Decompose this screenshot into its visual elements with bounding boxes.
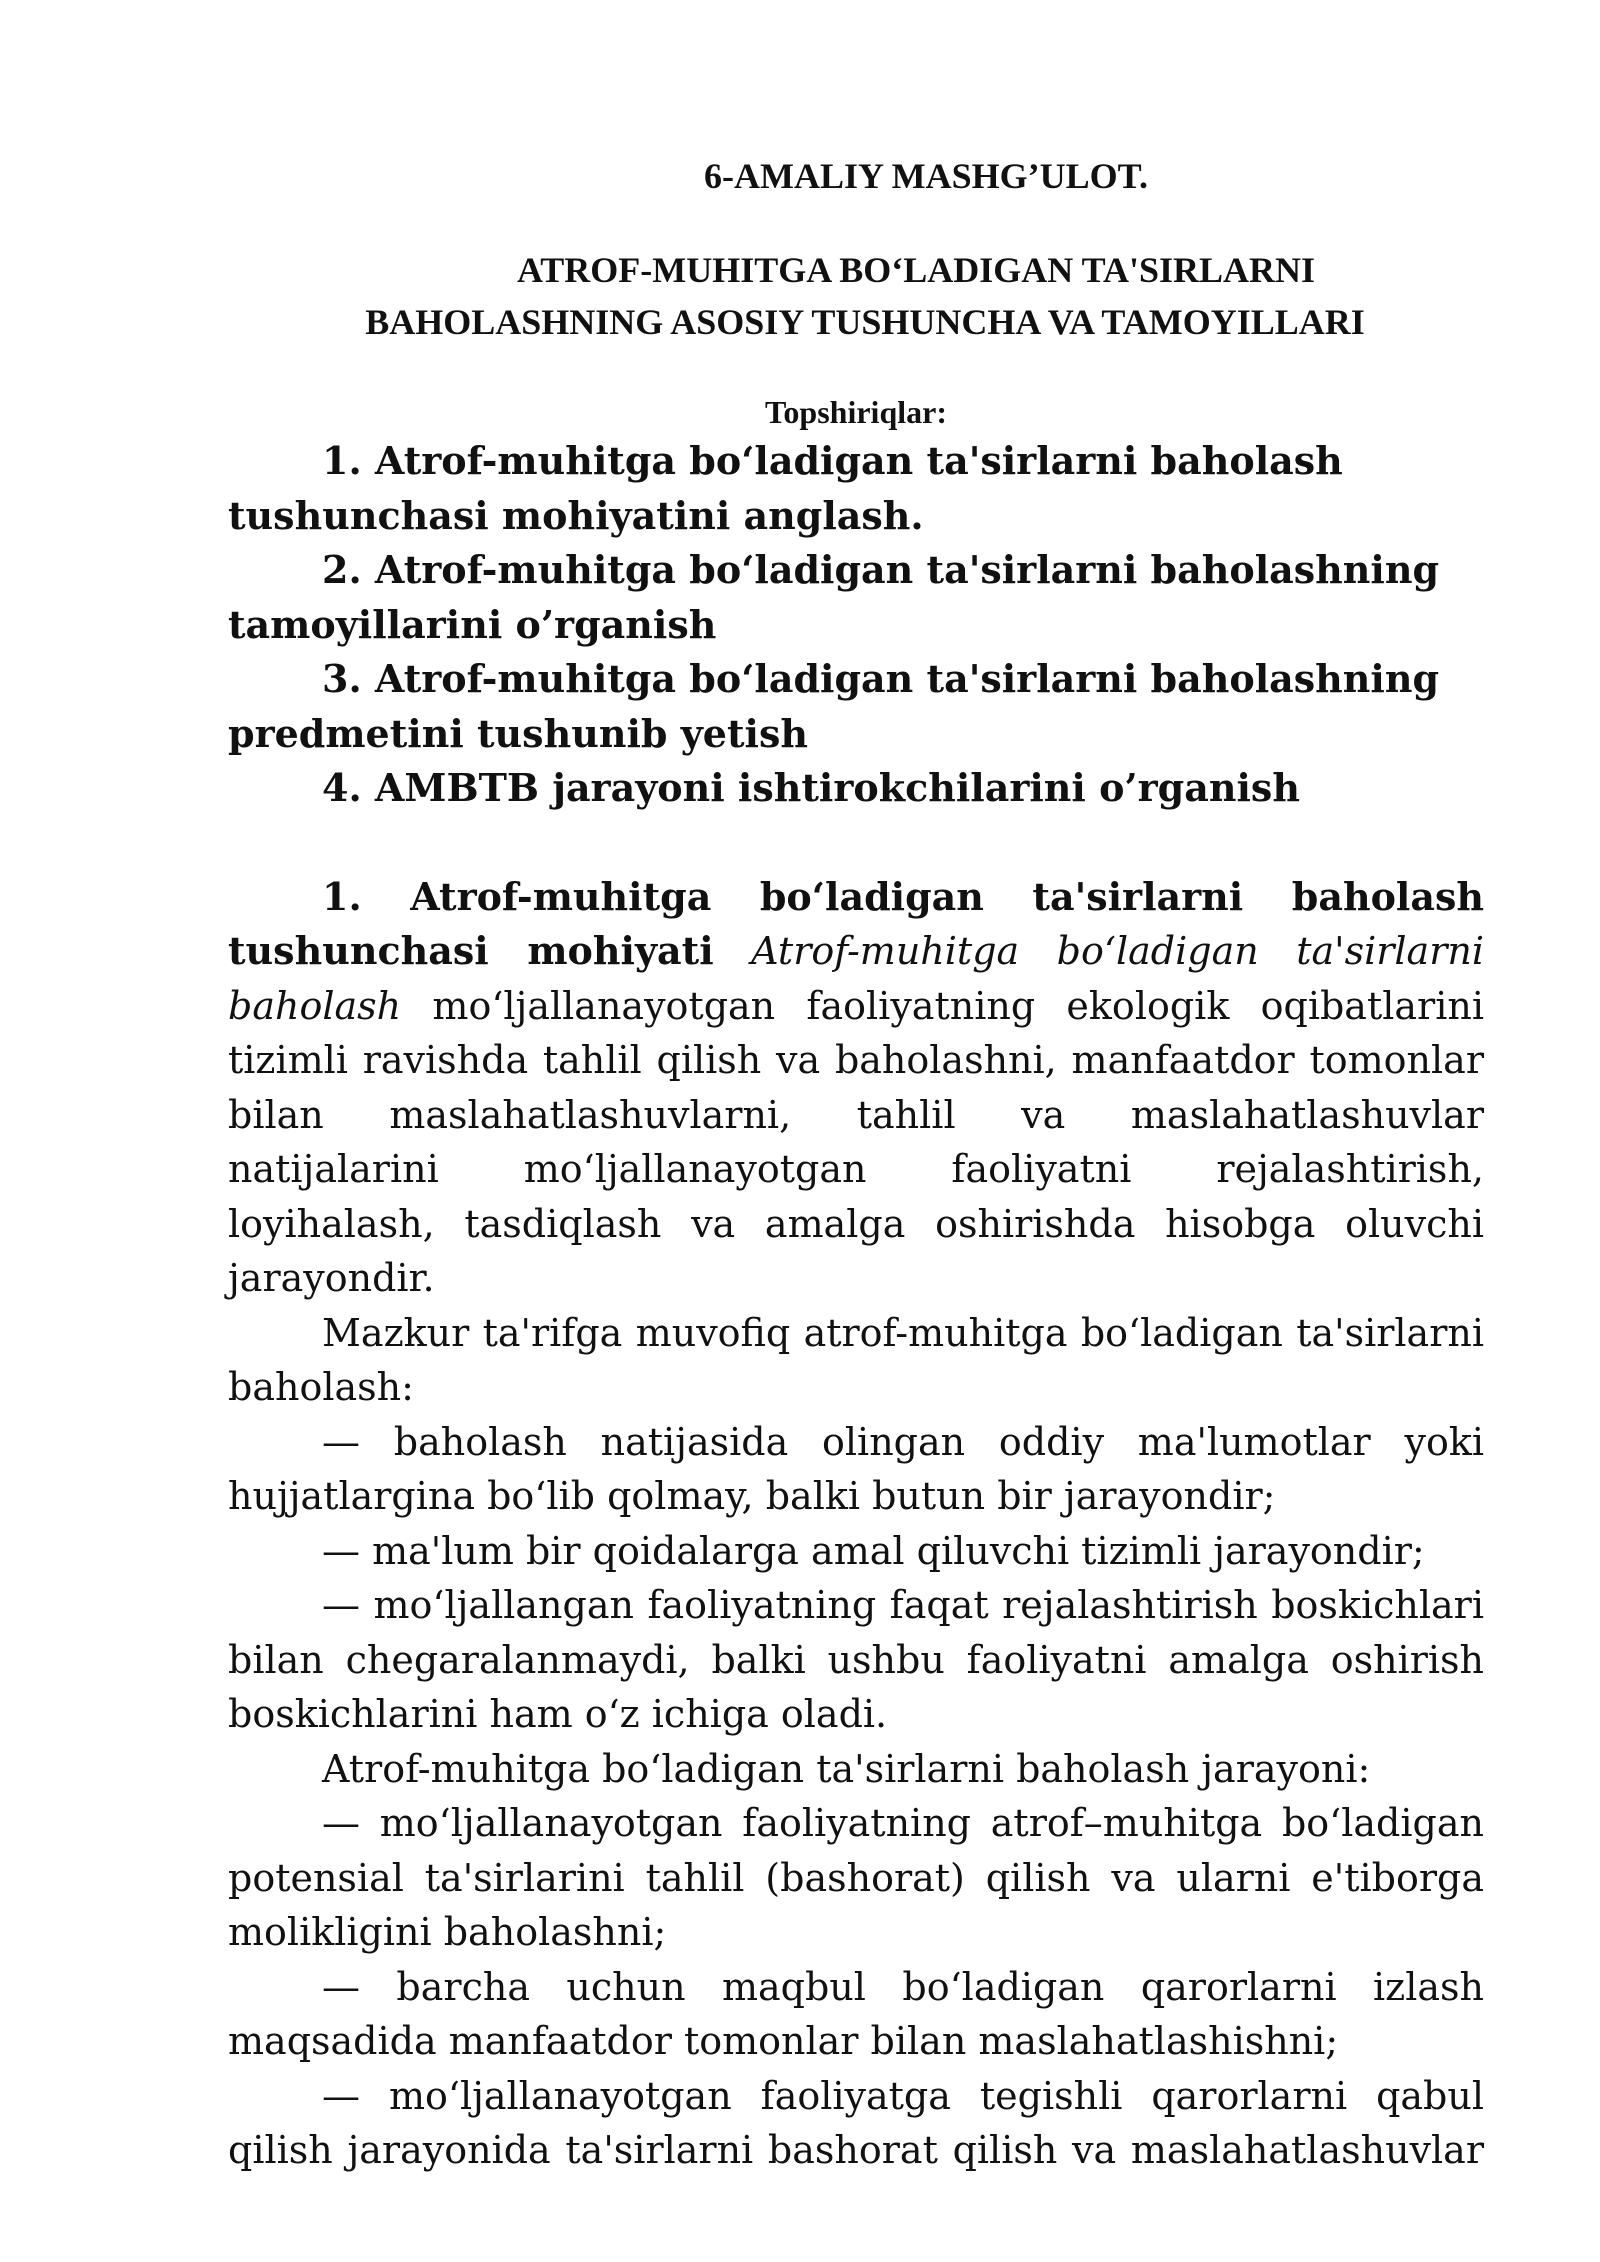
tasks-heading: Topshiriqlar:	[765, 394, 947, 430]
bullet-item: — ma'lum bir qoidalarga amal qiluvchi tizimli jarayondir;	[322, 1528, 1425, 1573]
bullet-item: — moʻljallangan faoliyatning faqat rejalashtirish boskichlari bilan chegaralanmaydi, balki ushbu faoliyatni amalga oshirish boskichlarini ham oʻz ichiga oladi.	[228, 1583, 1484, 1736]
document-page	[228, 150, 1484, 2178]
section1-paragraph-2: Mazkur ta'rifga muvofiq atrof-muhitga boʻladigan ta'sirlarni baholash:	[228, 1310, 1484, 1409]
section1-paragraph-3: Atrof-muhitga boʻladigan ta'sirlarni baholash jarayoni:	[322, 1746, 1371, 1791]
bullet-item: — baholash natijasida olingan oddiy ma'lumotlar yoki hujjatlargina boʻlib qolmay, balki butun bir jarayondir;	[228, 1419, 1484, 1518]
title-line-1: ATROF-MUHITGA BOʻLADIGAN TA'SIRLARNI	[516, 250, 1316, 290]
section-spacer	[228, 816, 1484, 870]
bullet-item: — barcha uchun maqbul boʻladigan qarorlarni izlash maqsadida manfaatdor tomonlar bilan maslahatlashishni;	[228, 1964, 1484, 2063]
task-item: 4. AMBTB jarayoni ishtirokchilarini o’rganish	[322, 765, 1300, 810]
section1-italic-term: Atrof-muhitga boʻladigan ta'sirlarni baholash	[228, 929, 1484, 1028]
task-item: 3. Atrof-muhitga boʻladigan ta'sirlarni baholashning predmetini tushunib yetish	[228, 656, 1440, 756]
bullet-item: — moʻljallanayotgan faoliyatga tegishli qarorlarni qabul qilish jarayonida ta'sirlarni bashorat qilish va maslahatlashuvlar	[228, 2073, 1484, 2172]
document-title	[228, 244, 1484, 348]
task-item: 2. Atrof-muhitga boʻladigan ta'sirlarni baholashning tamoyillarini o’rganish	[228, 547, 1440, 647]
task-item: 1. Atrof-muhitga boʻladigan ta'sirlarni baholash tushunchasi mohiyatini anglash.	[228, 438, 1343, 538]
task-list	[228, 434, 1484, 816]
section1-definition-text: moʻljallanayotgan faoliyatning ekologik oqibatlarini tizimli ravishda tahlil qilish va baholashni, manfaatdor tomonlar bilan maslahatlashuvlarni, tahlil va maslahatlashuvlar natijalarini moʻljallanayotgan faoliyatni rejalashtirish, loyihalash, tasdiqlash va amalga oshirishda hisobga oluvchi jarayondir.	[228, 983, 1484, 1300]
lesson-heading: 6-AMALIY MASHG’ULOT.	[704, 156, 1148, 196]
section1-heading: 1. Atrof-muhitga boʻladigan ta'sirlarni baholash tushunchasi mohiyati	[228, 873, 1484, 973]
bullet-item: — moʻljallanayotgan faoliyatning atrof–muhitga boʻladigan potensial ta'sirlarini tahlil (bashorat) qilish va ularni e'tiborga molikligini baholashni;	[228, 1801, 1484, 1954]
section1-definition	[228, 870, 1484, 1306]
title-line-2: BAHOLASHNING ASOSIY TUSHUNCHA VA TAMOYILLARI	[365, 302, 1365, 342]
